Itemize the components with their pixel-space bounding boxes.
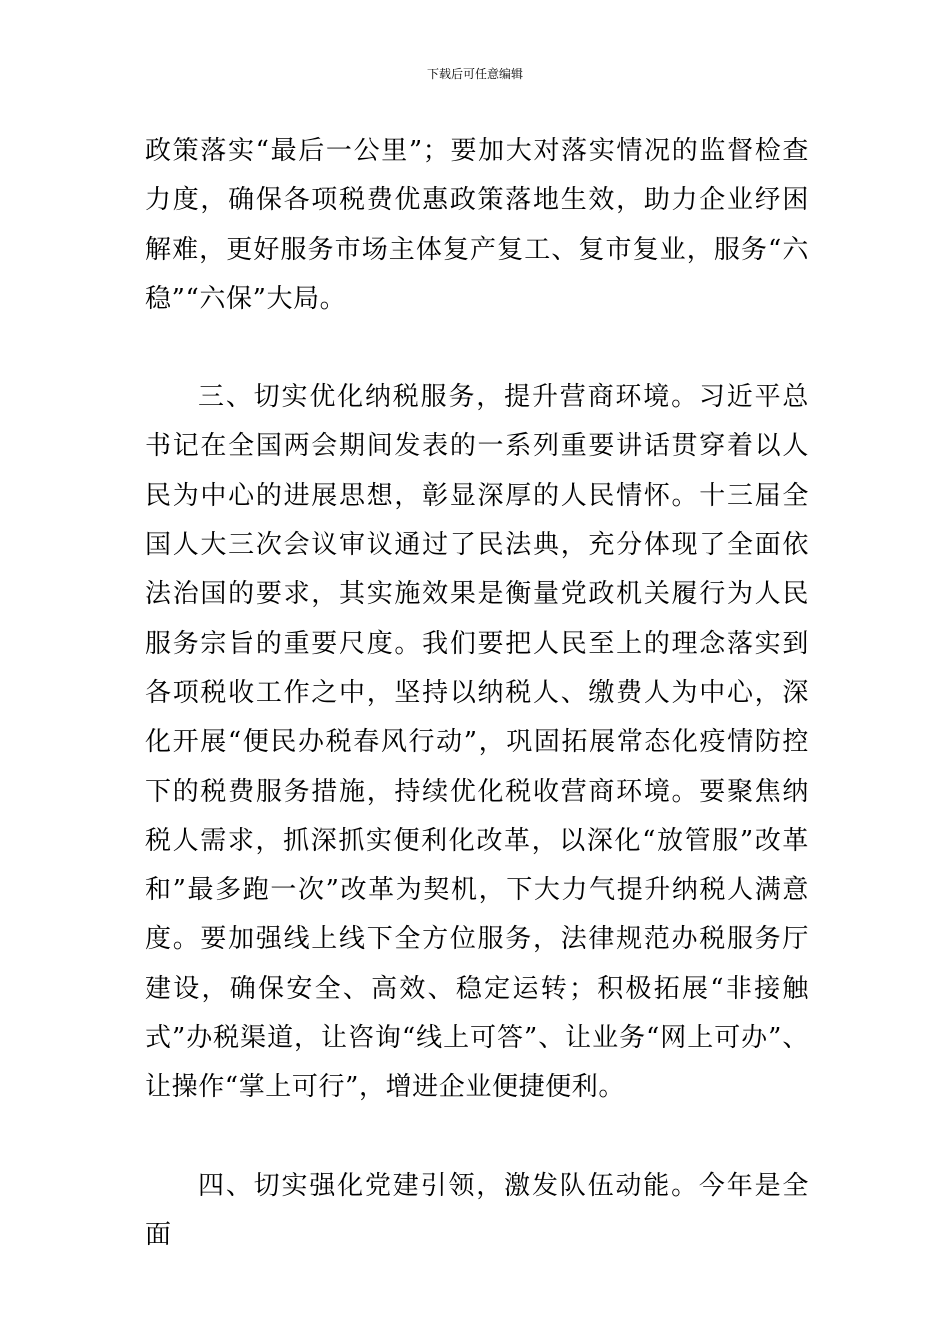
- document-body: [145, 127, 809, 1260]
- page-header: 下载后可任意编辑: [426, 67, 523, 81]
- paragraph-section-three: 三、切实优化纳税服务，提升营商环境。习近平总书记在全国两会期间发表的一系列重要讲话贯穿着以人民为中心的进展思想，彰显深厚的人民情怀。十三届全国人大三次会议审议通过了民法典，充分体现了全面依法治国的要求，其实施效果是衡量党政机关履行为人民服务宗旨的重要尺度。我们要把人民至上的理念落实到各项税收工作之中，坚持以纳税人、缴费人为中心，深化开展“便民办税春风行动”，巩固拓展常态化疫情防控下的税费服务措施，持续优化税收营商环境。要聚焦纳税人需求，抓深抓实便利化改革，以深化“放管服”改革和”最多跑一次”改革为契机，下大力气提升纳税人满意度。要加强线上线下全方位服务，法律规范办税服务厅建设，确保安全、高效、稳定运转；积极拓展“非接触式”办税渠道，让咨询“线上可答”、让业务“网上可办”、让操作“掌上可行”，增进企业便捷便利。: [145, 382, 809, 1103]
- paragraph-continuation: 政策落实“最后一公里”；要加大对落实情况的监督检查力度，确保各项税费优惠政策落地生效，助力企业纾困解难，更好服务市场主体复产复工、复市复业，服务“六稳”“六保”大局。: [145, 136, 809, 314]
- paragraph-gap: [145, 324, 809, 373]
- paragraph-gap: [145, 1113, 809, 1162]
- paragraph-section-four: 四、切实强化党建引领，激发队伍动能。今年是全面: [145, 1170, 809, 1250]
